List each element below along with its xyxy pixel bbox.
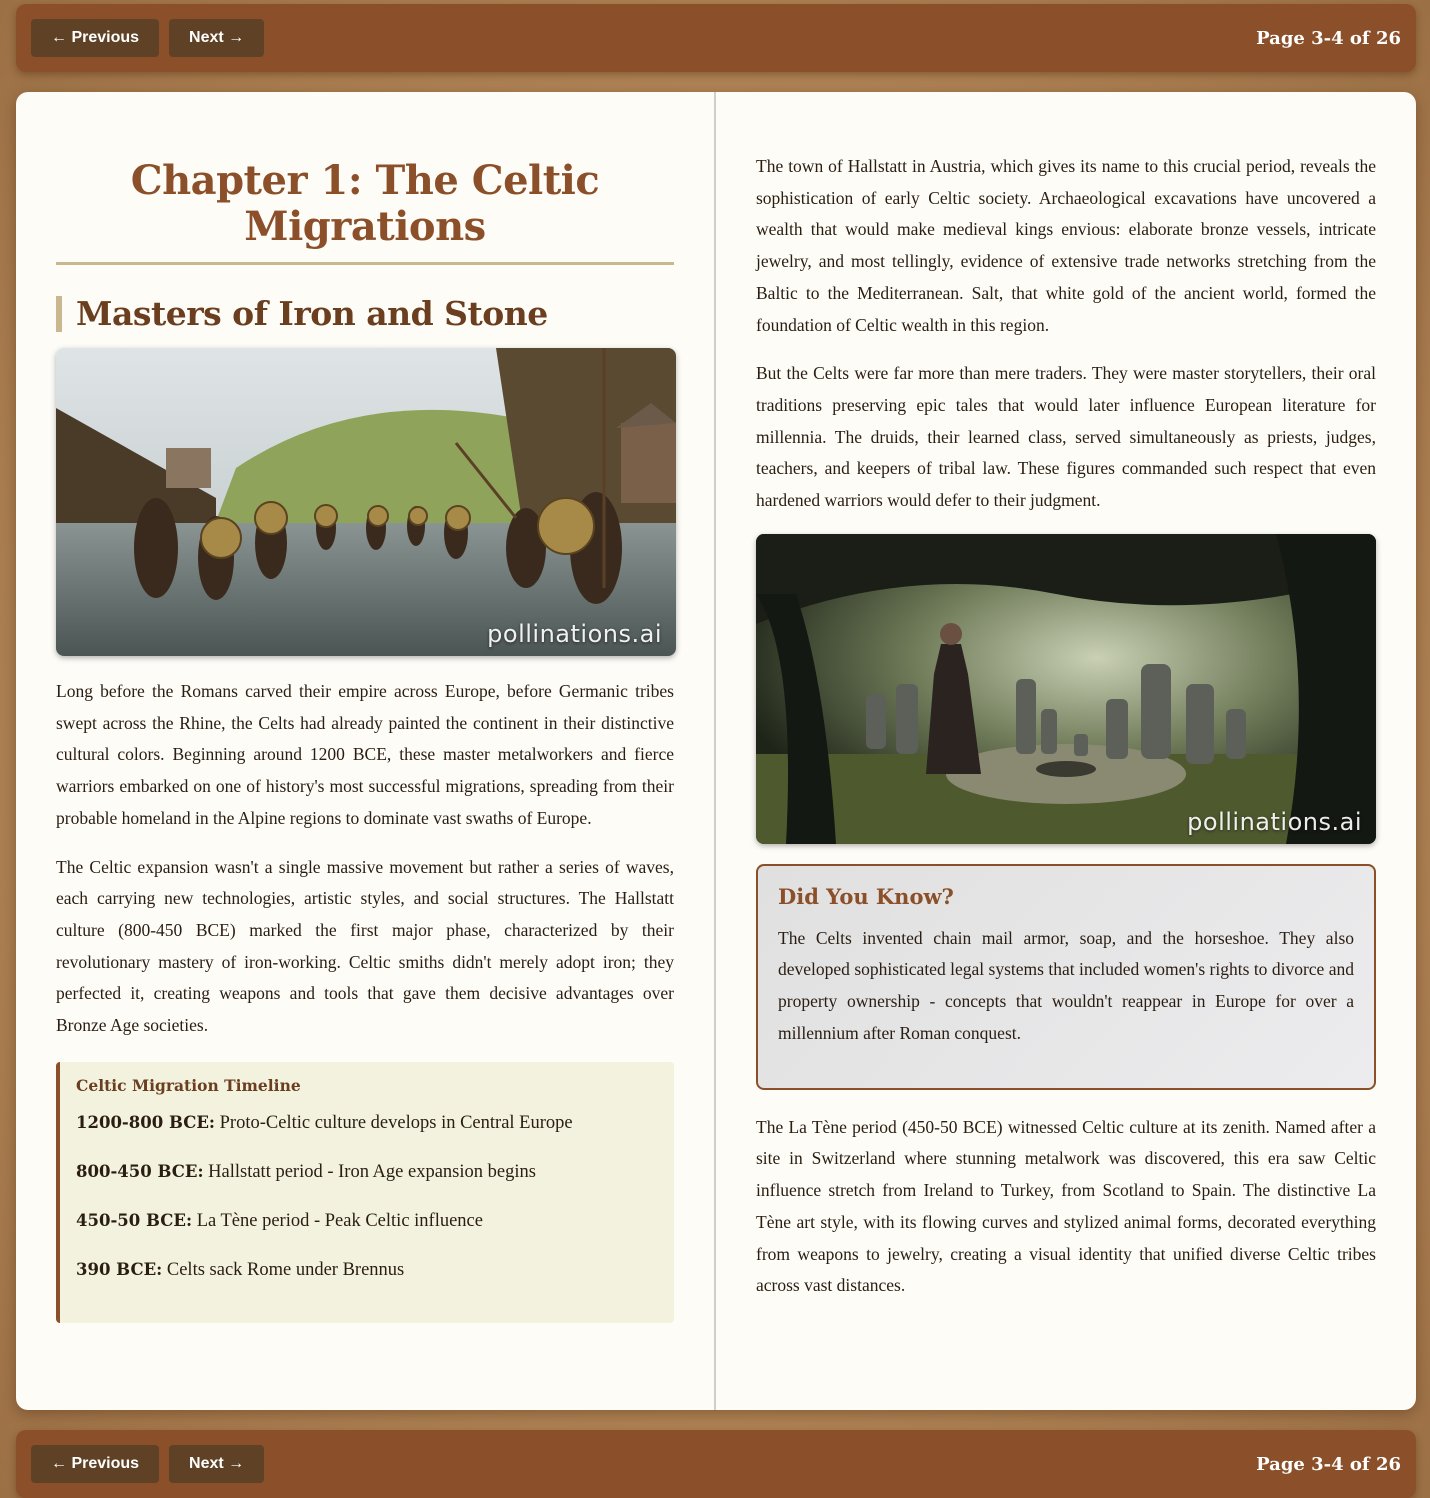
timeline-item (76, 1159, 656, 1185)
next-button[interactable]: Next → (169, 1445, 264, 1483)
celtic-warriors-image (56, 348, 676, 656)
did-you-know-callout (756, 864, 1376, 1090)
right-paragraph-3: The La Tène period (450-50 BCE) witnessed Celtic culture at its zenith. Named after a site in Switzerland where stunning metalwork was discovered, this era saw Celtic influence stretch from Ireland to Turkey, from Scotland to Spain. The distinctive La Tène art style, with its flowing curves and stylized animal forms, decorated everything from weapons to jewelry, creating a visual identity that unified diverse Celtic tribes across vast distances. (756, 1116, 1376, 1296)
left-page (16, 92, 716, 1410)
bottom-navigation (16, 1430, 1416, 1498)
timeline-item (76, 1110, 656, 1136)
timeline-date: 390 BCE: (76, 1259, 163, 1279)
timeline-text: La Tène period - Peak Celtic influence (192, 1210, 483, 1231)
druid-grove-illustration (756, 534, 1376, 844)
timeline-text: Hallstatt period - Iron Age expansion begins (203, 1161, 536, 1182)
warriors-river-illustration (56, 348, 676, 656)
timeline-date: 800-450 BCE: (76, 1161, 204, 1181)
right-paragraph-2: But the Celts were far more than mere traders. They were master storytellers, their oral traditions preserving epic tales that would later influence European literature for millennia. The druids, their learned class, served simultaneously as priests, judges, teachers, and keepers of tribal law. These figures commanded such respect that even hardened warriors would defer to their judgment. (756, 363, 1376, 511)
timeline-date: 450-50 BCE: (76, 1210, 193, 1230)
nav-buttons (31, 19, 264, 57)
section-title: Masters of Iron and Stone (56, 296, 674, 332)
callout-text: The Celts invented chain mail armor, soap, and the horseshoe. They also developed sophisticated legal systems that included women's rights to divorce and property ownership - concepts that wouldn't reappear in Europe for over a millennium after Roman conquest. (778, 927, 1354, 1043)
timeline-text: Proto-Celtic culture develops in Central Europe (215, 1112, 573, 1133)
previous-button[interactable]: ← Previous (31, 19, 159, 57)
next-button[interactable]: Next → (169, 19, 264, 57)
timeline-text: Celts sack Rome under Brennus (162, 1259, 405, 1280)
book-spread (16, 92, 1416, 1410)
chapter-title: Chapter 1: The Celtic Migrations (56, 158, 674, 265)
migration-timeline (56, 1062, 674, 1323)
nav-buttons (31, 1445, 264, 1483)
previous-button[interactable]: ← Previous (31, 1445, 159, 1483)
timeline-title: Celtic Migration Timeline (76, 1075, 301, 1095)
timeline-item (76, 1257, 656, 1283)
page-indicator: Page 3-4 of 26 (1256, 27, 1401, 49)
left-paragraph-1: Long before the Romans carved their empire across Europe, before Germanic tribes swept across the Rhine, the Celts had already painted the continent in their distinctive cultural colors. Beginning around 1200 BCE, these master metalworkers and fierce warriors embarked on one of history's most successful migrations, spreading from their probable homeland in the Alpine regions to dominate vast swaths of Europe. (56, 681, 674, 828)
timeline-item (76, 1208, 656, 1234)
left-paragraph-2: The Celtic expansion wasn't a single massive movement but rather a series of waves, each carrying new technologies, artistic styles, and social structures. The Hallstatt culture (800-450 BCE) marked the first major phase, characterized by their revolutionary mastery of iron-working. Celtic smiths didn't merely adopt iron; they perfected it, creating weapons and tools that gave them decisive advantages over Bronze Age societies. (56, 856, 674, 1036)
right-page (716, 92, 1416, 1410)
druid-stone-circle-image (756, 534, 1376, 844)
image-watermark: pollinations.ai (1187, 807, 1362, 836)
timeline-date: 1200-800 BCE: (76, 1112, 216, 1132)
callout-title: Did You Know? (778, 883, 954, 909)
top-navigation (16, 4, 1416, 72)
right-paragraph-1: The town of Hallstatt in Austria, which gives its name to this crucial period, reveals the sophistication of early Celtic society. Archaeological excavations have uncovered a wealth that would make medieval kings envious: elaborate bronze vessels, intricate jewelry, and most tellingly, evidence of extensive trade networks stretching from the Baltic to the Mediterranean. Salt, that white gold of the ancient world, formed the foundation of Celtic wealth in this region. (756, 156, 1376, 335)
page-indicator: Page 3-4 of 26 (1256, 1453, 1401, 1475)
image-watermark: pollinations.ai (487, 620, 662, 648)
